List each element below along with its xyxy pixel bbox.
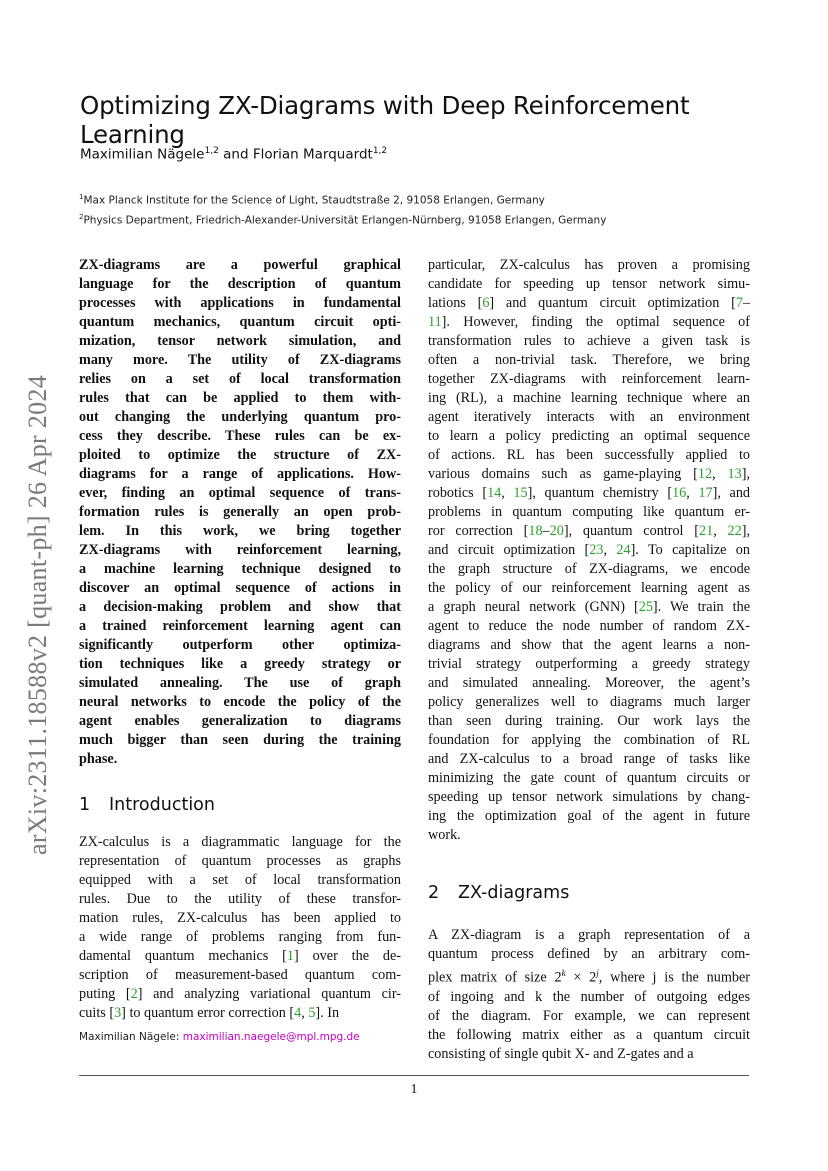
section-heading-zx-diagrams <box>428 883 569 903</box>
abstract-line: quantum mechanics, quantum circuit opti- <box>79 314 401 330</box>
abstract-line: a decision-making problem and show that <box>79 599 401 615</box>
zx-diagrams-line: quantum process defined by an arbitrary com- <box>428 946 750 962</box>
author-list <box>80 146 387 163</box>
abstract-line: cess they describe. These rules can be ex- <box>79 428 401 444</box>
introduction-continued-line: the graph structure of ZX-diagrams, we encode <box>428 561 750 577</box>
abstract-line: discover an optimal sequence of actions in <box>79 580 401 596</box>
section-number: 1 <box>79 795 91 815</box>
abstract-line: agent enables generalization to diagrams <box>79 713 401 729</box>
introduction-continued-line: lations [6] and quantum circuit optimization [7– <box>428 295 750 311</box>
introduction-line: puting [2] and analyzing variational quantum cir- <box>79 986 401 1002</box>
abstract-line: many more. The utility of ZX-diagrams <box>79 352 401 368</box>
author-name: Florian Marquardt <box>252 146 373 163</box>
abstract-line: relies on a set of local transformation <box>79 371 401 387</box>
introduction-continued-line: agent to reduce the node number of random ZX- <box>428 618 750 634</box>
introduction-continued-line: diagrams and show that the agent learns a non- <box>428 637 750 653</box>
introduction-continued-line: trivial strategy outperforming a greedy strategy <box>428 656 750 672</box>
introduction-continued-line: work. <box>428 827 461 843</box>
introduction-continued-line: ing (RL), a machine learning technique where an <box>428 390 750 406</box>
abstract-line: ever, finding an optimal sequence of trans- <box>79 485 401 501</box>
introduction-continued-line: agent iteratively interacts with an environment <box>428 409 750 425</box>
introduction-continued-line: candidate for speeding up tensor network simu- <box>428 276 750 292</box>
introduction-continued-line: a graph neural network (GNN) [25]. We train the <box>428 599 750 615</box>
introduction-continued-line: often a non-trivial task. Therefore, we bring <box>428 352 750 368</box>
introduction-continued-line: transformation rules to achieve a given task is <box>428 333 750 349</box>
introduction-line: scription of measurement-based quantum com- <box>79 967 401 983</box>
section-title: ZX-diagrams <box>458 883 570 903</box>
corresponding-author-footnote <box>79 1031 360 1043</box>
introduction-line: representation of quantum processes as graphs <box>79 853 401 869</box>
section-number: 2 <box>428 883 440 903</box>
footer-divider <box>79 1075 749 1076</box>
zx-diagrams-line: the following matrix either as a quantum circuit <box>428 1026 750 1043</box>
abstract-line: a machine learning technique designed to <box>79 561 401 577</box>
abstract-line: rules that can be applied to them with- <box>79 390 401 406</box>
zx-diagrams-line: A ZX-diagram is a graph representation of a <box>428 927 750 943</box>
introduction-continued-line: than seen during training. Our work lays the <box>428 713 750 729</box>
paper-title: Optimizing ZX-Diagrams with Deep Reinforcement Learning <box>80 91 690 149</box>
author-affiliation-marker: 1,2 <box>204 146 219 156</box>
introduction-continued-line: various domains such as game-playing [12, 13], <box>428 466 750 482</box>
section-heading-introduction <box>79 795 215 815</box>
abstract-line: lem. In this work, we bring together <box>79 523 401 539</box>
introduction-continued-line: foundation for applying the combination of RL <box>428 732 750 748</box>
abstract-line: language for the description of quantum <box>79 276 401 292</box>
introduction-continued-line: and ZX-calculus to a broad range of tasks like <box>428 751 750 767</box>
abstract-line: formation rules is generally an open prob- <box>79 504 401 520</box>
affiliation <box>79 213 606 227</box>
introduction-continued-line: and simulated annealing. Moreover, the agent’s <box>428 675 750 691</box>
page-number: 1 <box>410 1082 418 1097</box>
abstract-line: ZX-diagrams are a powerful graphical <box>79 257 401 273</box>
introduction-continued-line: of actions. RL has been successfully applied to <box>428 447 750 463</box>
introduction-continued-line: problems in quantum computing like quantum er- <box>428 504 750 520</box>
introduction-continued-line: ing the optimization goal of the agent in future <box>428 808 750 824</box>
introduction-continued-line: policy generalizes well to diagrams much larger <box>428 694 750 710</box>
introduction-continued-line: together ZX-diagrams with reinforcement learn- <box>428 371 750 387</box>
zx-diagrams-line: plex matrix of size $2^k \times 2^j$, where j is the number <box>428 968 750 986</box>
abstract-line: diagrams for a range of applications. How- <box>79 466 401 482</box>
section-title: Introduction <box>109 795 215 815</box>
abstract-line: ploited to optimize the structure of ZX- <box>79 447 401 463</box>
abstract-line: ZX-diagrams with reinforcement learning, <box>79 542 401 558</box>
affiliation-marker: 1 <box>79 193 84 201</box>
zx-diagrams-line: of the diagram. For example, we can represent <box>428 1007 750 1024</box>
author-conjunction: and <box>218 146 253 163</box>
abstract-line: simulated annealing. The use of graph <box>79 675 401 691</box>
introduction-continued-line: and circuit optimization [23, 24]. To capitalize on <box>428 542 750 558</box>
introduction-line: a wide range of problems ranging from fun- <box>79 929 401 945</box>
abstract-line: tion techniques like a greedy strategy or <box>79 656 401 672</box>
abstract-line: phase. <box>79 751 118 767</box>
author-email-link[interactable]: maximilian.naegele@mpl.mpg.de <box>182 1031 360 1043</box>
zx-diagrams-paragraph <box>428 926 750 1064</box>
introduction-continued-line: speeding up tensor network simulations by chang- <box>428 789 750 805</box>
affiliation-text: Physics Department, Friedrich-Alexander-Universität Erlangen-Nürnberg, 91058 Erlangen, Germany <box>83 214 607 227</box>
introduction-line: mation rules, ZX-calculus has been applied to <box>79 910 401 926</box>
introduction-continued-line: ror correction [18–20], quantum control [21, 22], <box>428 523 750 539</box>
footnote-author: Maximilian Nägele: <box>79 1031 180 1043</box>
affiliation-text: Max Planck Institute for the Science of Light, Staudtstraße 2, 91058 Erlangen, Germany <box>83 194 545 207</box>
author-name: Maximilian Nägele <box>80 146 205 163</box>
introduction-line: ZX-calculus is a diagrammatic language for the <box>79 834 401 850</box>
abstract-line: processes with applications in fundamental <box>79 295 401 311</box>
arxiv-sidebar <box>20 355 56 875</box>
affiliation-marker: 2 <box>79 213 84 221</box>
introduction-continued-line: 11]. However, finding the optimal sequence of <box>428 314 750 330</box>
abstract-line: out changing the underlying quantum pro- <box>79 409 401 425</box>
introduction-paragraph <box>79 833 401 1023</box>
introduction-continued-line: minimizing the gate count of quantum circuits or <box>428 770 750 786</box>
introduction-line: equipped with a set of local transformation <box>79 872 401 888</box>
introduction-continued-line: to learn a policy predicting an optimal sequence <box>428 428 750 444</box>
introduction-line: cuits [3] to quantum error correction [4, 5]. In <box>79 1005 340 1021</box>
introduction-line: damental quantum mechanics [1] over the de- <box>79 948 401 964</box>
abstract-line: significantly outperform other optimiza- <box>79 637 401 653</box>
zx-diagrams-line: of ingoing and k the number of outgoing edges <box>428 988 750 1005</box>
abstract <box>79 256 401 769</box>
abstract-line: a trained reinforcement learning agent can <box>79 618 401 634</box>
abstract-line: mization, tensor network simulation, and <box>79 333 401 349</box>
introduction-paragraph-continued <box>428 256 750 845</box>
zx-diagrams-line: consisting of single qubit X- and Z-gates and a <box>428 1045 694 1062</box>
author-affiliation-marker: 1,2 <box>372 146 388 156</box>
introduction-line: rules. Due to the utility of these transfor- <box>79 891 401 907</box>
introduction-continued-line: the policy of our reinforcement learning agent as <box>428 580 750 596</box>
affiliation <box>79 193 545 207</box>
arxiv-identifier: arXiv:2311.18588v2 [quant-ph] 26 Apr 2024 <box>23 375 52 855</box>
introduction-continued-line: robotics [14, 15], quantum chemistry [16, 17], and <box>428 485 751 501</box>
abstract-line: much bigger than seen during the training <box>79 732 401 748</box>
introduction-continued-line: particular, ZX-calculus has proven a promising <box>428 257 750 273</box>
abstract-line: neural networks to encode the policy of the <box>79 694 401 710</box>
